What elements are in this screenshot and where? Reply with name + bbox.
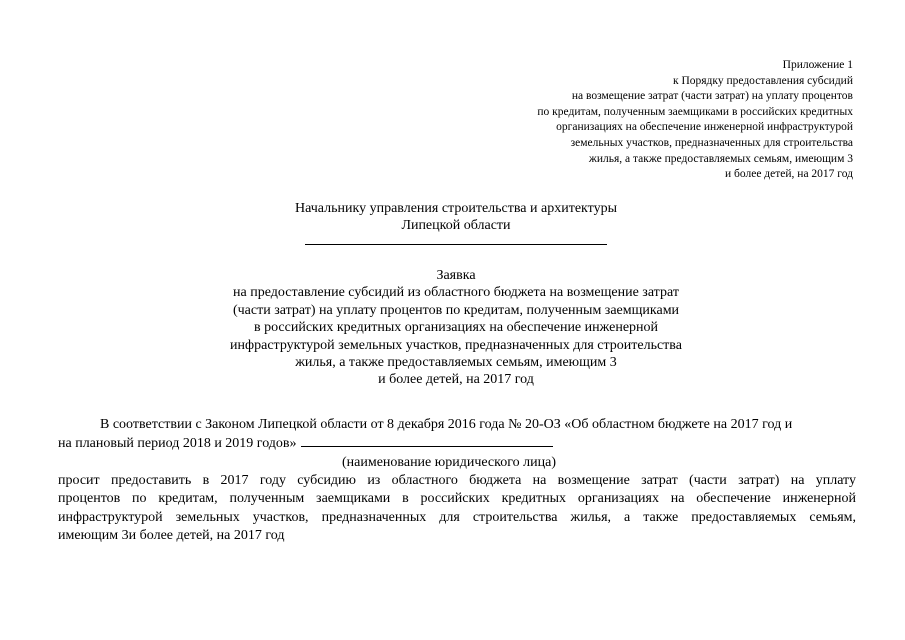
paragraph-line-with-blank xyxy=(58,434,856,453)
appendix-line: к Порядку предоставления субсидий xyxy=(673,74,853,87)
application-subtitle-line: (части затрат) на уплату процентов по кредитам, полученным заемщиками xyxy=(232,302,680,318)
paragraph-line: на плановый период 2018 и 2019 годов» xyxy=(58,436,297,451)
paragraph-line: В соответствии с Законом Липецкой области от 8 декабря 2016 года № 20-ОЗ «Об областном бюджете на 2017 год и xyxy=(100,417,793,432)
application-subtitle-line: инфраструктурой земельных участков, предназначенных для строительства xyxy=(230,337,682,353)
paragraph-line: инфраструктурой земельных участков, предназначенных для строительства жилья, а также предоставляемых семьям, xyxy=(58,509,856,525)
appendix-line: и более детей, на 2017 год xyxy=(725,168,853,181)
appendix-line: на возмещение затрат (части затрат) на уплату процентов xyxy=(571,90,853,103)
addressee-block xyxy=(0,200,905,234)
addressee-signature-line xyxy=(305,244,607,245)
application-subtitle-line: в российских кредитных организациях на обеспечение инженерной xyxy=(253,320,659,336)
body-paragraph-1 xyxy=(58,416,856,453)
application-subtitle-line: на предоставление субсидий из областного бюджета на возмещение затрат xyxy=(233,285,679,301)
appendix-line: организациях на обеспечение инженерной инфраструктурой xyxy=(556,121,853,134)
appendix-line: земельных участков, предназначенных для строительства xyxy=(570,136,853,149)
body-paragraph-2 xyxy=(58,472,856,545)
paragraph-line: процентов по кредитам, полученным заемщиками в российских кредитных организациях на обеспечение инженерной xyxy=(58,491,856,507)
appendix-header xyxy=(433,58,853,183)
appendix-line: жилья, а также предоставляемых семьям, имеющим 3 xyxy=(588,152,853,165)
appendix-line: Приложение 1 xyxy=(782,59,853,71)
application-subtitle-line: жилья, а также предоставляемых семьям, имеющим 3 xyxy=(295,355,617,371)
addressee-line-2: Липецкой области xyxy=(401,218,511,233)
company-name-blank-field[interactable] xyxy=(301,434,553,447)
company-name-caption: (наименование юридического лица) xyxy=(342,455,556,470)
application-title: Заявка xyxy=(436,268,476,283)
application-subtitle-line: и более детей, на 2017 год xyxy=(378,372,534,388)
addressee-line-1: Начальнику управления строительства и архитектуры xyxy=(294,201,617,216)
application-title-block xyxy=(0,267,905,389)
appendix-line: по кредитам, полученным заемщиками в российских кредитных xyxy=(537,105,853,118)
paragraph-line: просит предоставить в 2017 году субсидию из областного бюджета на возмещение затрат (части затрат) на уплату xyxy=(58,473,856,488)
paragraph-line: имеющим 3и более детей, на 2017 год xyxy=(58,527,285,543)
